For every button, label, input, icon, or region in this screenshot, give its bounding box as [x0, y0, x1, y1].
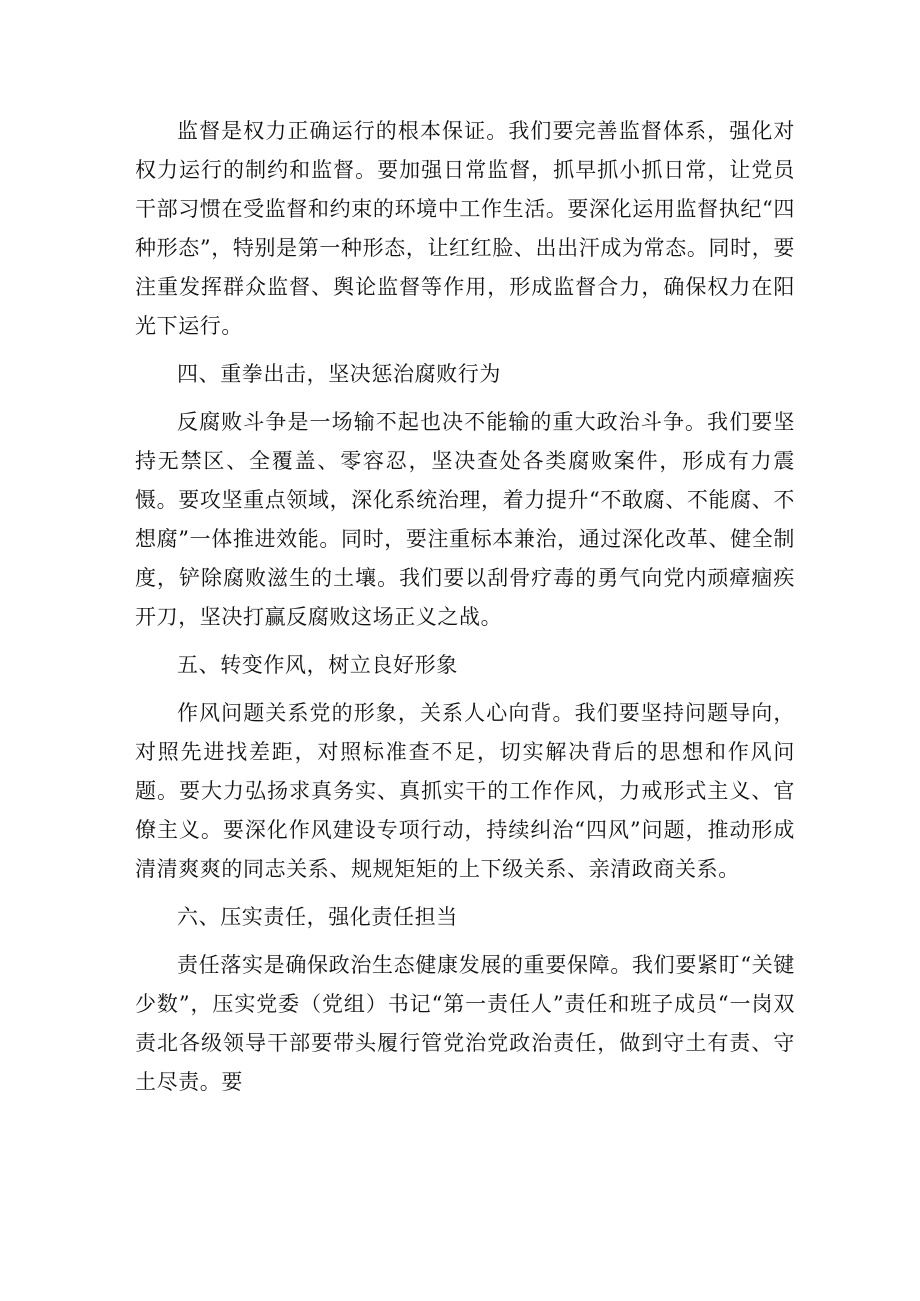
- section-heading-work-style: 五、转变作风，树立良好形象: [177, 653, 458, 677]
- section-heading-anti-corruption: 四、重拳出击，坚决惩治腐败行为: [177, 362, 501, 386]
- paragraph-anti-corruption: 反腐败斗争是一场输不起也决不能输的重大政治斗争。我们要坚持无禁区、全覆盖、零容忍，坚决查处各类腐败案件，形成有力震慑。要攻坚重点领域，深化系统治理，着力提升“不敢腐、不能腐、不想腐”一体推进效能。同时，要注重标本兼治，通过深化改革、健全制度，铲除腐败滋生的土壤。我们要以刮骨疗毒的勇气向党内顽瘴痼疾开刀，坚决打赢反腐败这场正义之战。: [135, 410, 795, 629]
- paragraph-supervision: 监督是权力正确运行的根本保证。我们要完善监督体系，强化对权力运行的制约和监督。要加强日常监督，抓早抓小抓日常，让党员干部习惯在受监督和约束的环境中工作生活。要深化运用监督执纪“四种形态”，特别是第一种形态，让红红脸、出出汗成为常态。同时，要注重发挥群众监督、舆论监督等作用，形成监督合力，确保权力在阳光下运行。: [135, 119, 795, 338]
- section-heading-responsibility: 六、压实责任，强化责任担当: [177, 905, 458, 929]
- paragraph-responsibility: 责任落实是确保政治生态健康发展的重要保障。我们要紧盯“关键少数”，压实党委（党组）书记“第一责任人”责任和班子成员“一岗双责北各级领导干部要带头履行管党治党政治责任，做到守土有责、守土尽责。要: [135, 953, 795, 1094]
- paragraph-work-style: 作风问题关系党的形象，关系人心向背。我们要坚持问题导向，对照先进找差距，对照标准查不足，切实解决背后的思想和作风问题。要大力弘扬求真务实、真抓实干的工作作风，力戒形式主义、官僚主义。要深化作风建设专项行动，持续纠治“四风”问题，推动形成清清爽爽的同志关系、规规矩矩的上下级关系、亲清政商关系。: [135, 701, 795, 881]
- document-body: [135, 112, 795, 1111]
